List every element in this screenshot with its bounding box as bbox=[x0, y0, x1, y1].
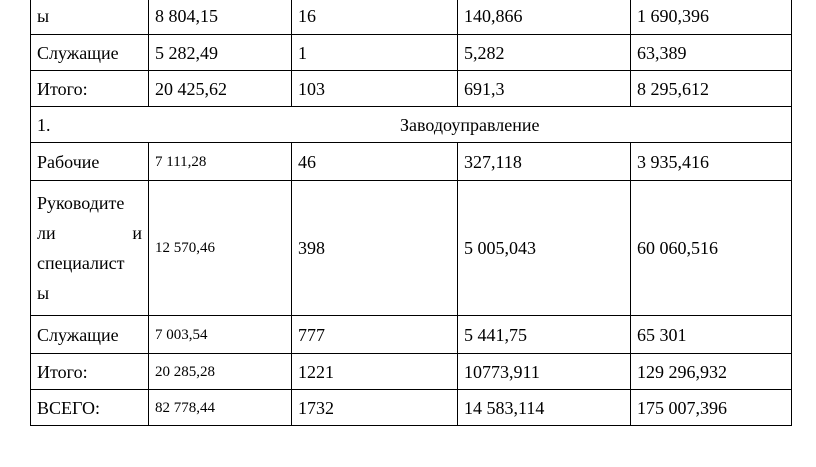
cell-cost: 12 570,46 bbox=[149, 181, 292, 316]
cell-annual: 175 007,396 bbox=[631, 390, 792, 426]
cell-annual: 60 060,516 bbox=[631, 181, 792, 316]
cell-monthly: 140,866 bbox=[458, 0, 631, 35]
row-label-multiline bbox=[31, 181, 149, 316]
cell-count: 1732 bbox=[292, 390, 458, 426]
row-label: ы bbox=[31, 0, 149, 35]
row-label: Итого: bbox=[31, 71, 149, 107]
label-word: ли bbox=[37, 223, 56, 243]
cell-monthly: 691,3 bbox=[458, 71, 631, 107]
cell-cost: 20 285,28 bbox=[149, 354, 292, 390]
cell-annual: 3 935,416 bbox=[631, 143, 792, 181]
cell-count: 398 bbox=[292, 181, 458, 316]
label-word: и bbox=[132, 223, 142, 243]
cell-annual: 129 296,932 bbox=[631, 354, 792, 390]
section-title: Заводоуправление bbox=[400, 114, 540, 135]
cell-annual: 63,389 bbox=[631, 35, 792, 71]
cell-cost: 82 778,44 bbox=[149, 390, 292, 426]
cell-cost: 20 425,62 bbox=[149, 71, 292, 107]
cell-annual: 8 295,612 bbox=[631, 71, 792, 107]
table-row bbox=[31, 71, 792, 107]
section-header-row bbox=[31, 107, 792, 143]
table-row bbox=[31, 0, 792, 35]
data-table bbox=[30, 0, 792, 426]
section-header bbox=[31, 107, 792, 143]
section-number: 1. bbox=[37, 114, 51, 135]
cell-monthly: 10773,911 bbox=[458, 354, 631, 390]
cell-cost: 5 282,49 bbox=[149, 35, 292, 71]
cell-count: 1221 bbox=[292, 354, 458, 390]
cell-monthly: 327,118 bbox=[458, 143, 631, 181]
label-line: Руководите bbox=[37, 193, 125, 213]
cell-cost: 7 003,54 bbox=[149, 316, 292, 354]
cell-count: 16 bbox=[292, 0, 458, 35]
table-row bbox=[31, 316, 792, 354]
label-line-justified bbox=[37, 218, 148, 248]
cell-count: 777 bbox=[292, 316, 458, 354]
cell-monthly: 5 441,75 bbox=[458, 316, 631, 354]
cell-annual: 1 690,396 bbox=[631, 0, 792, 35]
table-row bbox=[31, 143, 792, 181]
table-row bbox=[31, 35, 792, 71]
row-label: ВСЕГО: bbox=[31, 390, 149, 426]
cell-count: 103 bbox=[292, 71, 458, 107]
cell-count: 46 bbox=[292, 143, 458, 181]
table-row bbox=[31, 181, 792, 316]
cell-monthly: 14 583,114 bbox=[458, 390, 631, 426]
table-row bbox=[31, 390, 792, 426]
row-label: Рабочие bbox=[31, 143, 149, 181]
cell-monthly: 5 005,043 bbox=[458, 181, 631, 316]
row-label: Служащие bbox=[31, 35, 149, 71]
label-line: ы bbox=[37, 283, 50, 303]
cell-monthly: 5,282 bbox=[458, 35, 631, 71]
cell-count: 1 bbox=[292, 35, 458, 71]
cell-annual: 65 301 bbox=[631, 316, 792, 354]
cell-cost: 7 111,28 bbox=[149, 143, 292, 181]
cell-cost: 8 804,15 bbox=[149, 0, 292, 35]
row-label: Служащие bbox=[31, 316, 149, 354]
row-label: Итого: bbox=[31, 354, 149, 390]
label-line: специалист bbox=[37, 253, 125, 273]
table-row bbox=[31, 354, 792, 390]
